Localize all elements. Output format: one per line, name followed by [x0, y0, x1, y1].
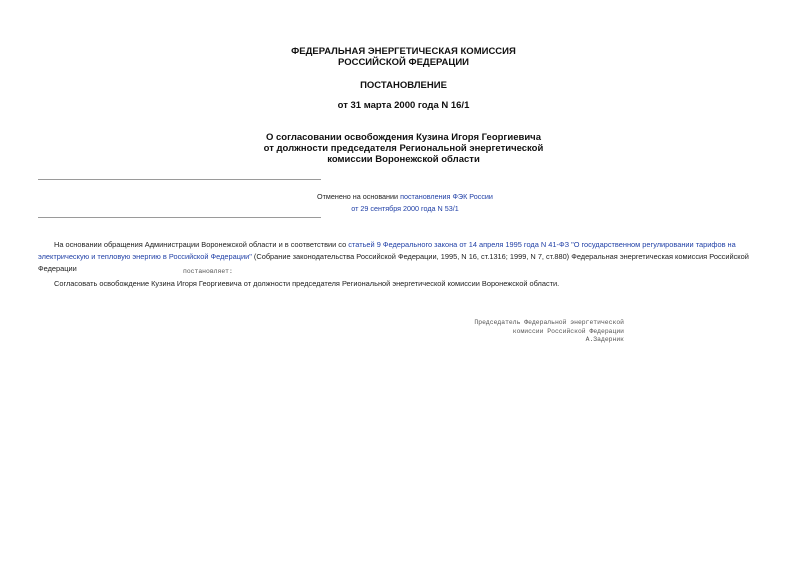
basis-prefix: На основании обращения Администрации Воронежской области и в соответствии со: [54, 240, 349, 249]
federal-law-link[interactable]: статьей 9 Федерального закона от 14 апреля 1995 года N 41-ФЗ "О государственном регулировании тарифов на электрическую и тепловую энергию в Российской Федерации": [38, 240, 736, 261]
subject-line-3: комиссии Воронежской области: [327, 154, 480, 165]
signature-name: А.Задерник: [585, 336, 624, 343]
decree-word: постановляет:: [183, 268, 233, 275]
signature-line-2: комиссии Российской Федерации: [512, 327, 624, 335]
subject-line-1: О согласовании освобождения Кузина Игоря Георгиевича: [266, 132, 541, 143]
basis-paragraph: [38, 239, 773, 275]
document-subject: [0, 132, 807, 165]
org-line-2: РОССИЙСКОЙ ФЕДЕРАЦИИ: [337, 57, 469, 68]
document-type: ПОСТАНОВЛЕНИЕ: [360, 80, 447, 91]
divider-top: [38, 179, 321, 180]
resolution-paragraph: Согласовать освобождение Кузина Игоря Георгиевича от должности председателя Региональной энергетической комиссии Воронежской области.: [54, 279, 560, 288]
cancellation-link-part-1[interactable]: постановления ФЭК России: [400, 192, 493, 201]
signature-line-1: Председатель Федеральной энергетической: [474, 319, 624, 326]
subject-line-2: от должности председателя Региональной энергетической: [263, 143, 544, 154]
org-line-1: ФЕДЕРАЛЬНАЯ ЭНЕРГЕТИЧЕСКАЯ КОМИССИЯ: [291, 46, 516, 57]
cancellation-link-part-2[interactable]: от 29 сентября 2000 года N 53/1: [351, 204, 459, 213]
document-date-number: от 31 марта 2000 года N 16/1: [337, 100, 470, 111]
signature-block: [440, 319, 624, 345]
divider-bottom: [38, 217, 321, 218]
cancellation-prefix: Отменено на основании: [317, 192, 401, 201]
cancellation-note: [300, 191, 510, 215]
issuing-organization: [0, 46, 807, 68]
basis-suffix: (Собрание законодательства Российской Федерации, 1995, N 16, ст.1316; 1999, N 7, ст.880) Федеральная энергетическая комиссия Российской Федерации: [38, 252, 749, 273]
